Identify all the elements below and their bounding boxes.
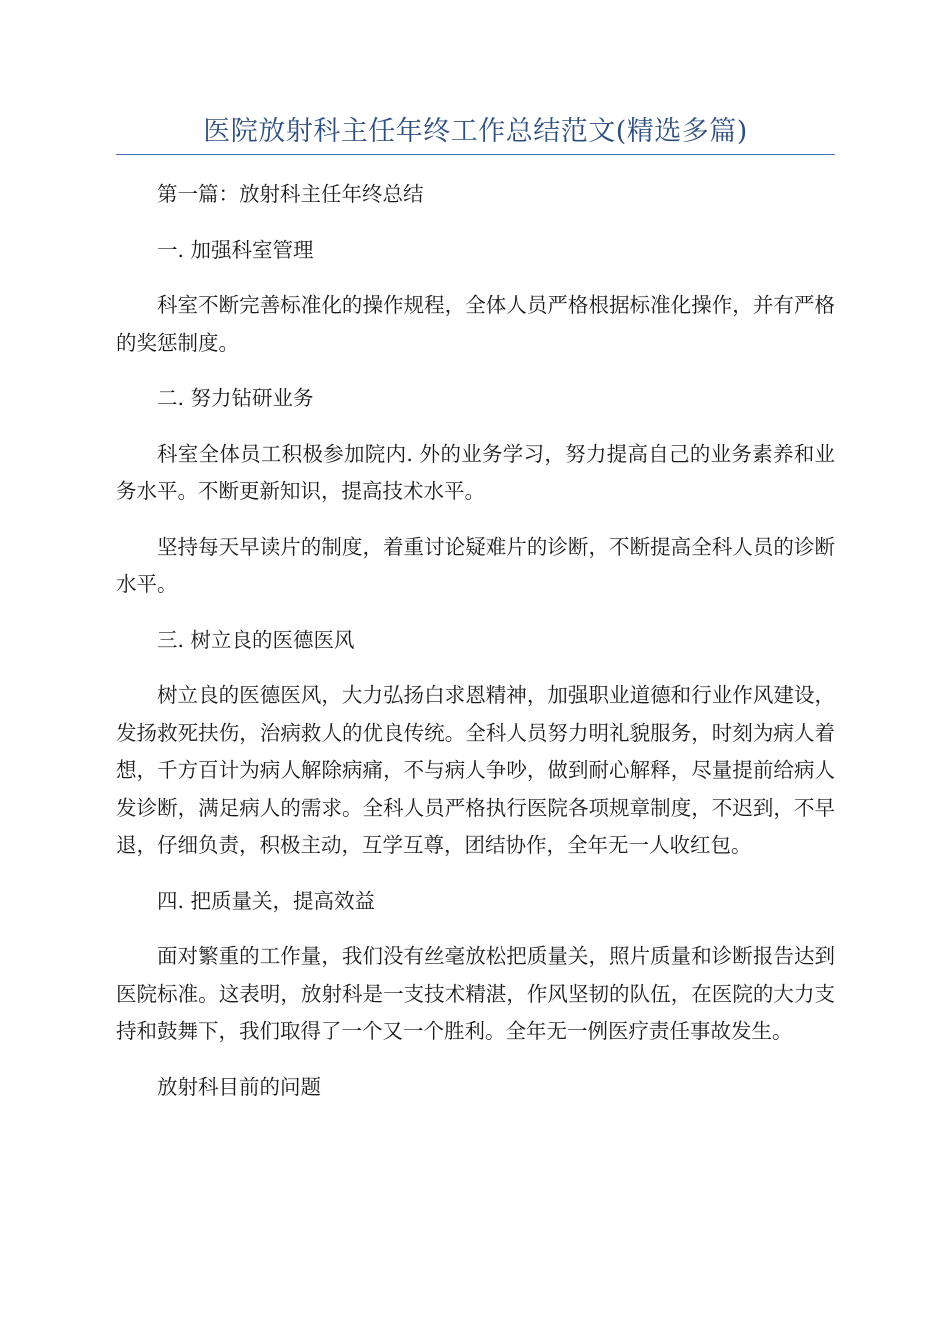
body-paragraph: 科室全体员工积极参加院内. 外的业务学习，努力提高自己的业务素养和业务水平。不断更新知识，提高技术水平。	[116, 441, 835, 503]
body-paragraph: 科室不断完善标准化的操作规程，全体人员严格根据标准化操作，并有严格的奖惩制度。	[116, 293, 835, 355]
body-paragraph: 面对繁重的工作量，我们没有丝毫放松把质量关，照片质量和诊断报告达到医院标准。这表明，放射科是一支技术精湛，作风坚韧的队伍，在医院的大力支持和鼓舞下，我们取得了一个又一个胜利。全年无一例医疗责任事故发生。	[116, 944, 835, 1043]
body-paragraph: 坚持每天早读片的制度，着重讨论疑难片的诊断，不断提高全科人员的诊断水平。	[116, 534, 835, 596]
section-heading-problems: 放射科目前的问题	[157, 1074, 321, 1099]
section-heading-study: 二. 努力钻研业务	[157, 386, 314, 410]
section-heading-part-one: 第一篇：放射科主任年终总结	[157, 182, 424, 206]
body-paragraph: 树立良的医德医风，大力弘扬白求恩精神，加强职业道德和行业作风建设，发扬救死扶伤，治病救人的优良传统。全科人员努力明礼貌服务，时刻为病人着想，千方百计为病人解除病痛，不与病人争吵，做到耐心解释，尽量提前给病人发诊断，满足病人的需求。全科人员严格执行医院各项规章制度，不迟到，不早退，仔细负责，积极主动，互学互尊，团结协作，全年无一人收红包。	[116, 683, 835, 857]
section-heading-ethics: 三. 树立良的医德医风	[157, 627, 355, 652]
document-title: 医院放射科主任年终工作总结范文(精选多篇)	[203, 116, 748, 147]
section-heading-quality: 四. 把质量关，提高效益	[157, 888, 376, 913]
title-underline	[116, 154, 835, 155]
document-body	[116, 176, 835, 1124]
section-heading-management: 一. 加强科室管理	[157, 237, 314, 262]
